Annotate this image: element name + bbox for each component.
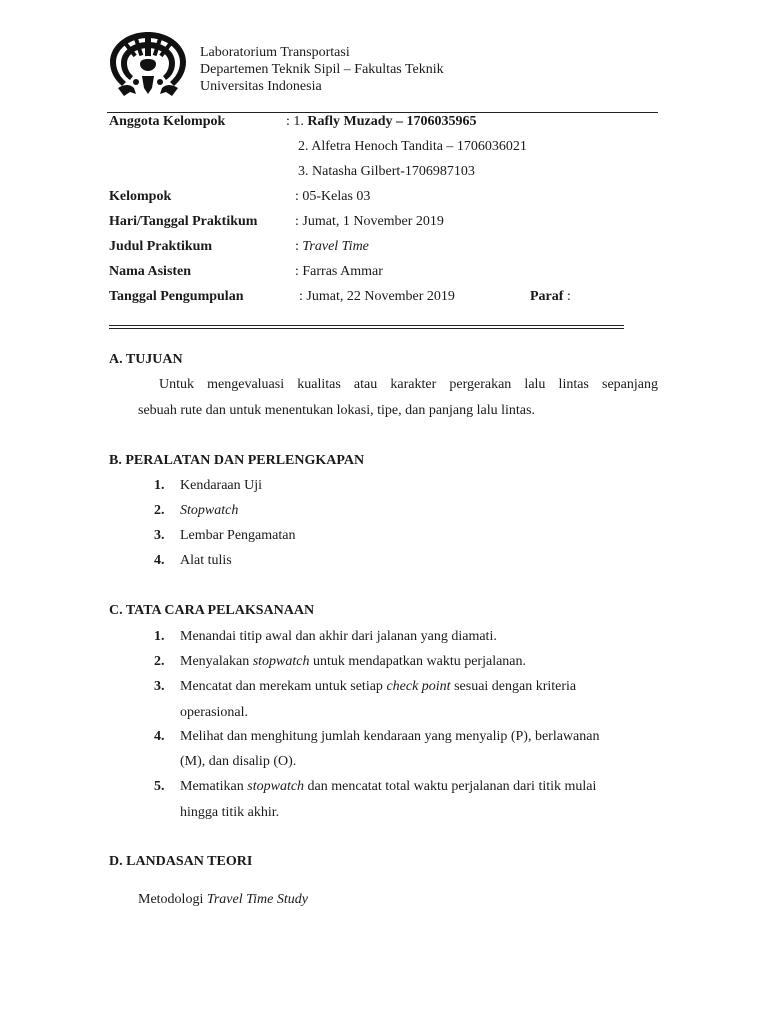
- list-item: [180, 653, 526, 671]
- paraf-colon: :: [563, 289, 571, 304]
- section-b-title: B. PERALATAN DAN PERLENGKAPAN: [109, 453, 365, 468]
- list-item: Lembar Pengamatan: [180, 528, 296, 543]
- kelompok-value: : 05-Kelas 03: [295, 189, 371, 204]
- list-number: 1.: [154, 629, 165, 644]
- paraf-label: Paraf: [530, 289, 564, 304]
- list-item: [180, 778, 596, 796]
- list-number: 4.: [154, 553, 165, 568]
- list-item: Alat tulis: [180, 553, 232, 568]
- text-run: sesuai dengan kriteria: [450, 679, 577, 694]
- member-2: 2. Alfetra Henoch Tandita – 1706036021: [298, 139, 527, 154]
- judul-value: [295, 238, 369, 256]
- text-run: untuk mendapatkan waktu perjalanan.: [309, 654, 527, 669]
- text-emphasis: stopwatch: [252, 654, 310, 669]
- kelompok-label: Kelompok: [109, 189, 172, 204]
- text-run: Metodologi: [138, 892, 207, 907]
- asisten-value: : Farras Ammar: [295, 264, 383, 279]
- anggota-value: [286, 113, 477, 131]
- judul-label: Judul Praktikum: [109, 239, 213, 254]
- lab-name: Laboratorium Transportasi: [200, 45, 350, 60]
- list-number: 4.: [154, 729, 165, 744]
- section-a-title: A. TUJUAN: [109, 352, 183, 367]
- list-item: [180, 678, 576, 696]
- text-run: Mencatat dan merekam untuk setiap: [180, 679, 387, 694]
- text-run: dan mencatat total waktu perjalanan dari titik mulai: [304, 779, 597, 794]
- list-item: Melihat dan menghitung jumlah kendaraan yang menyalip (P), berlawanan: [180, 729, 600, 744]
- text-emphasis: check point: [386, 679, 451, 694]
- list-number: 3.: [154, 528, 165, 543]
- section-d-title: D. LANDASAN TEORI: [109, 854, 253, 869]
- section-a-line1: Untuk mengevaluasi kualitas atau karakter pergerakan lalu lintas sepanjang: [159, 377, 658, 392]
- list-item: Stopwatch: [180, 503, 239, 518]
- list-item-continuation: operasional.: [180, 705, 249, 720]
- hari-value: : Jumat, 1 November 2019: [295, 214, 444, 229]
- tanggal-label: Tanggal Pengumpulan: [109, 289, 244, 304]
- text-emphasis: Travel Time Study: [206, 892, 308, 907]
- university-name: Universitas Indonesia: [200, 79, 322, 94]
- judul-colon: :: [295, 239, 303, 254]
- text-run: Menyalakan: [180, 654, 253, 669]
- section-d-text: [138, 891, 308, 909]
- list-number: 1.: [154, 478, 165, 493]
- text-emphasis: stopwatch: [247, 779, 305, 794]
- hari-label: Hari/Tanggal Praktikum: [109, 214, 258, 229]
- section-c-title: C. TATA CARA PELAKSANAAN: [109, 603, 315, 618]
- list-item-continuation: (M), dan disalip (O).: [180, 754, 297, 769]
- section-a-line2: sebuah rute dan untuk menentukan lokasi, tipe, dan panjang lalu lintas.: [138, 403, 535, 418]
- list-number: 5.: [154, 779, 165, 794]
- university-logo-icon: [106, 28, 190, 98]
- double-divider: [109, 325, 624, 329]
- asisten-label: Nama Asisten: [109, 264, 192, 279]
- anggota-prefix: : 1.: [286, 114, 304, 129]
- anggota-label: Anggota Kelompok: [109, 114, 226, 129]
- judul-title: Travel Time: [302, 239, 369, 254]
- list-number: 3.: [154, 679, 165, 694]
- member-1: Rafly Muzady – 1706035965: [303, 114, 477, 129]
- list-item: Kendaraan Uji: [180, 478, 263, 493]
- paraf-field: [530, 288, 571, 306]
- department-name: Departemen Teknik Sipil – Fakultas Teknik: [200, 62, 444, 77]
- list-number: 2.: [154, 503, 165, 518]
- list-item: Menandai titip awal dan akhir dari jalanan yang diamati.: [180, 629, 497, 644]
- text-run: Mematikan: [180, 779, 248, 794]
- list-number: 2.: [154, 654, 165, 669]
- tanggal-value: : Jumat, 22 November 2019: [299, 289, 455, 304]
- member-3: 3. Natasha Gilbert-1706987103: [298, 164, 475, 179]
- list-item-continuation: hingga titik akhir.: [180, 805, 280, 820]
